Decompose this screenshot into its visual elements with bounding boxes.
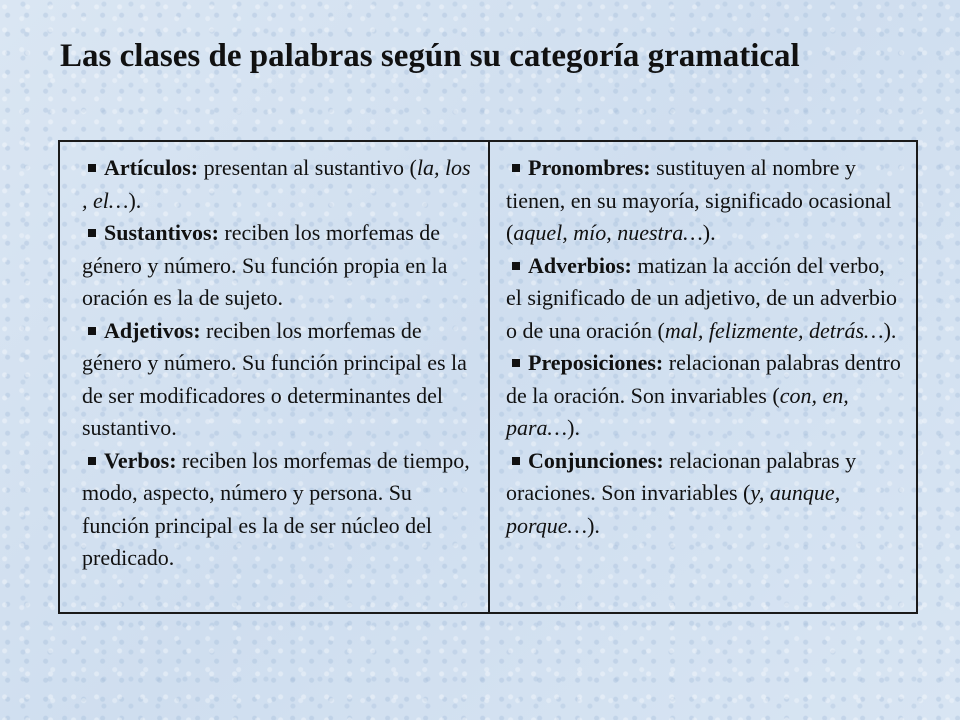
- entry-conjunciones: [506, 445, 902, 543]
- entry-text: sustituyen al nombre y tienen, en su mayoría, significado ocasional (: [506, 155, 892, 245]
- entry-examples: la, los , el…: [82, 155, 471, 213]
- entry-text: relacionan palabras y oraciones. Son invariables (: [506, 447, 857, 505]
- entry-term: Adjetivos:: [104, 317, 201, 343]
- square-bullet-icon: [88, 164, 96, 172]
- entry-verbos: [82, 445, 474, 575]
- entry-term: Adverbios:: [528, 252, 632, 278]
- word-classes-table: [58, 140, 918, 614]
- entry-term: Preposiciones:: [528, 350, 664, 375]
- entry-pronombres: [506, 152, 902, 250]
- entry-examples: y, aunque, porque…: [506, 480, 841, 538]
- entry-text: matizan la acción del verbo, el significado de un adjetivo, de un adverbio o de una oración (: [506, 252, 897, 343]
- entry-term: Pronombres:: [528, 155, 651, 180]
- entry-term: Verbos:: [104, 447, 177, 473]
- entry-adverbios: [506, 250, 902, 348]
- square-bullet-icon: [88, 457, 96, 465]
- square-bullet-icon: [88, 229, 96, 237]
- entry-text: reciben los morfemas de tiempo, modo, aspecto, número y persona. Su función principal es la de ser núcleo del predicado.: [82, 447, 470, 570]
- entry-after: ).: [587, 512, 600, 538]
- entry-after: ).: [128, 187, 142, 213]
- square-bullet-icon: [512, 359, 520, 367]
- entry-examples: aquel, mío, nuestra…: [513, 220, 703, 245]
- entry-after: ).: [702, 220, 716, 245]
- entry-after: ).: [883, 317, 897, 343]
- square-bullet-icon: [512, 262, 520, 270]
- left-column: [60, 142, 490, 612]
- entry-sustantivos: [82, 217, 474, 315]
- slide-title: Las clases de palabras según su categoría gramatical: [60, 38, 800, 74]
- entry-term: Sustantivos:: [104, 220, 219, 245]
- entry-adjetivos: [82, 315, 474, 445]
- square-bullet-icon: [88, 327, 96, 335]
- entry-text: reciben los morfemas de género y número. Su función propia en la oración es la de sujeto.: [82, 220, 448, 310]
- square-bullet-icon: [512, 457, 520, 465]
- entry-term: Conjunciones:: [528, 447, 664, 473]
- entry-examples: mal, felizmente, detrás…: [664, 317, 884, 343]
- square-bullet-icon: [512, 164, 520, 172]
- entry-text: presentan al sustantivo (: [198, 155, 417, 180]
- entry-after: ).: [567, 415, 580, 440]
- entry-articulos: [82, 152, 474, 217]
- entry-text: relacionan palabras dentro de la oración. Son invariables (: [506, 350, 901, 408]
- right-column: [490, 142, 916, 612]
- entry-examples: con, en, para…: [506, 382, 849, 440]
- entry-preposiciones: [506, 347, 902, 445]
- entry-term: Artículos:: [104, 155, 199, 180]
- entry-text: reciben los morfemas de género y número. Su función principal es la de ser modificadores o determinantes del sustantivo.: [82, 317, 467, 440]
